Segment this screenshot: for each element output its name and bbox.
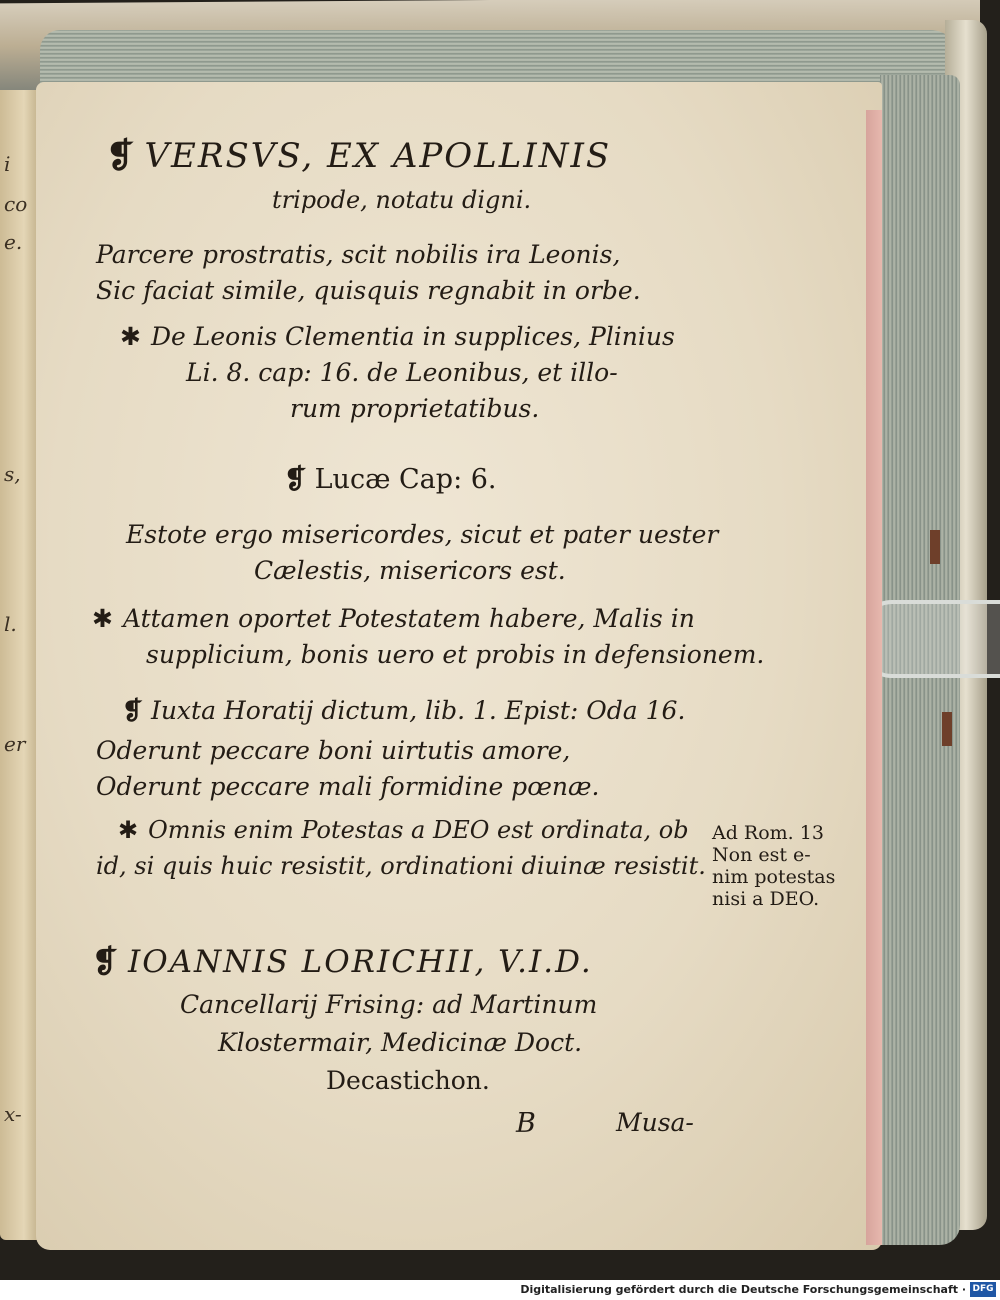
dedication-line: Klostermair, Medicinæ Doct. xyxy=(218,1028,583,1057)
asterisk-icon: ✱ xyxy=(118,816,139,844)
note-text: Omnis enim Potestas a DEO est ordinata, ob xyxy=(148,816,689,844)
heading-lucae-text: Lucæ Cap: 6. xyxy=(314,464,497,495)
left-fragment: x- xyxy=(4,1102,22,1126)
catchword: Musa- xyxy=(616,1108,694,1137)
fore-edge-tab xyxy=(942,712,952,746)
note-line: Li. 8. cap: 16. de Leonibus, et illo- xyxy=(186,358,618,387)
verse-line: Cælestis, misericors est. xyxy=(254,556,566,585)
heading-versus xyxy=(106,136,611,176)
verse-line: Sic faciat simile, quisquis regnabit in orbe. xyxy=(96,276,641,305)
note-line: supplicium, bonis uero et probis in defensionem. xyxy=(146,640,765,669)
left-fragment: co xyxy=(4,192,28,216)
verse-line: Oderunt peccare mali formidine pœnæ. xyxy=(96,772,600,801)
note-text: Attamen oportet Potestatem habere, Malis in xyxy=(122,604,695,633)
asterisk-icon: ✱ xyxy=(120,322,141,351)
margin-note xyxy=(712,822,835,910)
verse-line: Oderunt peccare boni uirtutis amore, xyxy=(96,736,571,765)
pilcrow-icon: ❡ xyxy=(122,696,143,725)
heading-versus-text: VERSVS, EX APOLLINIS xyxy=(144,136,612,176)
footer-credit: Digitalisierung gefördert durch die Deutsche Forschungsgemeinschaft · xyxy=(520,1283,966,1296)
heading-horace xyxy=(122,696,685,725)
note-line xyxy=(118,816,689,844)
note-line xyxy=(92,604,695,633)
dfg-logo: DFG xyxy=(970,1282,996,1297)
footer-bar xyxy=(0,1280,1000,1300)
dedication-line: Cancellarij Frising: ad Martinum xyxy=(180,990,598,1019)
left-fragment: i xyxy=(4,152,11,176)
margin-note-line: Ad Rom. 13 xyxy=(712,822,824,844)
note-line xyxy=(120,322,675,351)
left-page xyxy=(0,90,40,1240)
left-fragment: l. xyxy=(4,612,17,636)
left-fragment: s, xyxy=(4,462,21,486)
dedication-line: Decastichon. xyxy=(326,1066,490,1095)
pilcrow-icon: ❡ xyxy=(106,136,137,176)
left-fragment: er xyxy=(4,732,26,756)
signature-mark: B xyxy=(516,1108,536,1139)
heading-lorichii xyxy=(92,944,593,980)
note-line: rum proprietatibus. xyxy=(290,394,540,423)
pilcrow-icon: ❡ xyxy=(92,944,120,980)
verse-line: Estote ergo misericordes, sicut et pater uester xyxy=(126,520,719,549)
margin-note-line: Non est e- xyxy=(712,844,811,866)
page-red-edge xyxy=(866,110,882,1245)
note-line: id, si quis huic resistit, ordinationi diuinæ resistit. xyxy=(96,852,706,880)
heading-versus-subtitle: tripode, notatu digni. xyxy=(272,186,532,214)
verse-line: Parcere prostratis, scit nobilis ira Leonis, xyxy=(96,240,621,269)
margin-note-line: nim potestas xyxy=(712,866,836,888)
margin-note-line: nisi a DEO. xyxy=(712,888,820,910)
heading-lucae xyxy=(284,464,497,495)
pilcrow-icon: ❡ xyxy=(284,464,307,495)
asterisk-icon: ✱ xyxy=(92,604,113,633)
left-fragment: e. xyxy=(4,230,23,254)
fore-edge-tab xyxy=(930,530,940,564)
heading-horace-text: Iuxta Horatij dictum, lib. 1. Epist: Oda 16. xyxy=(150,696,686,725)
heading-lorichii-text: IOANNIS LORICHII, V.I.D. xyxy=(127,944,593,980)
note-text: De Leonis Clementia in supplices, Plinius xyxy=(150,322,675,351)
